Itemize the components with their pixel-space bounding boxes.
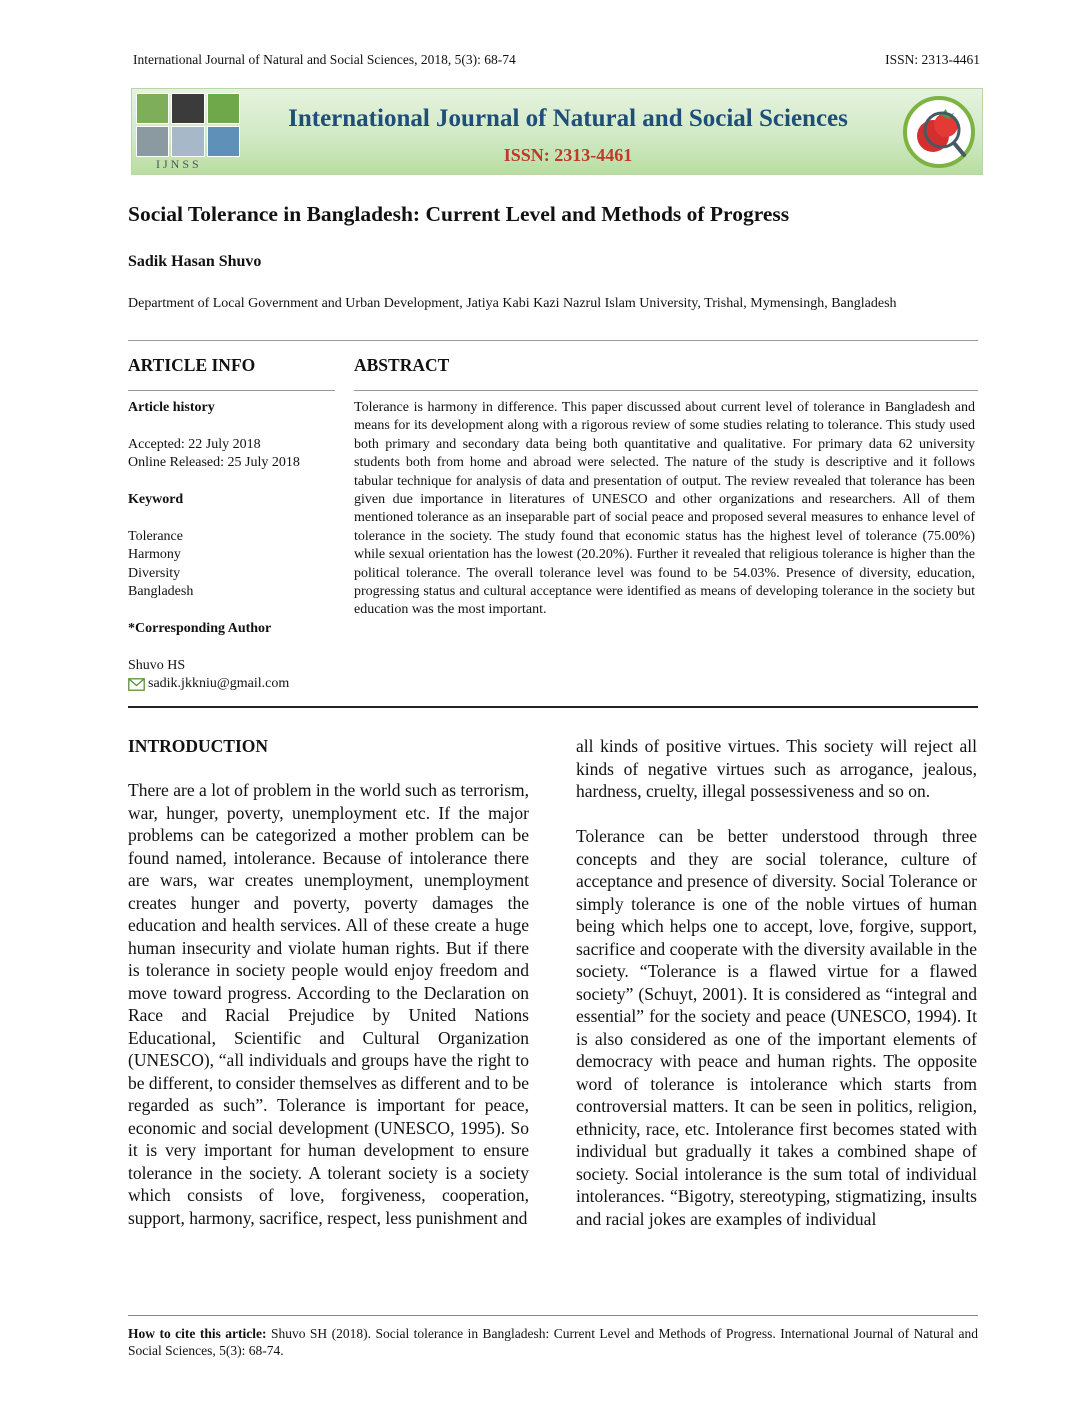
keyword-label: Keyword: [128, 492, 184, 507]
running-head-journal: International Journal of Natural and Social Sciences, 2018, 5(3): 68-74: [133, 52, 516, 67]
divider: [128, 340, 978, 341]
citation-label: How to cite this article:: [128, 1326, 267, 1341]
paper-title: Social Tolerance in Bangladesh: Current Level and Methods of Progress: [128, 202, 790, 226]
banner-journal-name: International Journal of Natural and Social Sciences: [288, 105, 848, 132]
keyword-item: Harmony: [128, 547, 181, 563]
keyword-item: Tolerance: [128, 528, 183, 544]
keyword-item: Diversity: [128, 565, 181, 581]
abstract-text: Tolerance is harmony in difference. This paper discussed about current level of tolerance in Bangladesh and means for its development along with a rigorous review of some studies relating to tolerance. This study used both primary and secondary data being both quantitative and qualitative. For primary data 62 university students both from home and abroad were selected. The nature of the study is descriptive and it follows tabular technique for analysis of data and presentation of output. The review revealed that tolerance has been given due importance in literatures of UNESCO and other organizations and researchers. All of them mentioned tolerance as an inseparable part of social peace and proposed several measures to enhance level of tolerance in the society. The study found that economic status has the highest level of tolerance (75.00%) while sexual orientation has the lowest (20.20%). Further it revealed that religious tolerance is higher than the political tolerance. The overall tolerance level was found to be 54.03%. Presence of diversity, education, progressing status and cultural acceptance were identified as means of developing tolerance in the society but education was the most important.: [354, 400, 975, 618]
introduction-heading: INTRODUCTION: [128, 736, 269, 756]
banner-abbrev: IJNSS: [156, 157, 202, 171]
running-head: [133, 52, 980, 68]
released-date: Online Released: 25 July 2018: [128, 455, 300, 471]
banner-issn: ISSN: 2313-4461: [503, 145, 633, 165]
mail-icon: [128, 678, 145, 691]
email-address[interactable]: sadik.jkkniu@gmail.com: [148, 676, 290, 692]
divider: [354, 390, 978, 391]
journal-banner: [131, 88, 983, 175]
running-head-issn: ISSN: 2313-4461: [885, 52, 980, 67]
accepted-date: Accepted: 22 July 2018: [128, 436, 261, 452]
body-paragraph: There are a lot of problem in the world such as terrorism, war, hunger, poverty, unemployment etc. If the major problems can be categorized a mother problem can be found named, intolerance. Because of intolerance there are wars, war creates unemployment, unemployment creates hunger and poverty, poverty damages the education and health services. All of these create a huge human insecurity and violate human rights. But if there is tolerance in society people would enjoy freedom and move toward progress. According to the Declaration on Race and Racial Prejudice by United Nations Educational, Scientific and Cultural Organization (UNESCO), “all individuals and groups have the right to be different, to consider themselves as different and to be regarded as such”. Tolerance is important for peace, economic and social development (UNESCO, 1995). So it is very important for human development to ensure tolerance in the society. A tolerant society is a society which consists of love, forgiveness, cooperation, support, harmony, sacrifice, respect, less punishment and: [128, 780, 529, 1228]
author-name: Sadik Hasan Shuvo: [128, 253, 262, 270]
citation: [128, 1325, 978, 1359]
banner-thumbnails: [136, 93, 240, 157]
citation-text: Shuvo SH (2018). Social tolerance in Bangladesh: Current Level and Methods of Progress. International Journal of Natural and Social Sciences, 5(3): 68-74.: [128, 1326, 978, 1358]
corresponding-author-name: Shuvo HS: [128, 657, 186, 673]
body-paragraph: Tolerance can be better understood through three concepts and they are social tolerance, culture of acceptance and presence of diversity. Social Tolerance or simply tolerance is one of the noble virtues of human being which helps one to accept, love, forgive, support, sacrifice and cooperate with the diversity available in the society. “Tolerance is a flawed virtue for a flawed society” (Schuyt, 2001). It is considered as “integral and essential” for the society and peace (UNESCO, 1994). It is also considered as one of the important elements of democracy with peace and human rights. The opposite word of tolerance is intolerance which starts from controversial matters. It can be seen in politics, religion, ethnicity, race, etc. Intolerance first becomes stated with individual but gradually it takes a combined shape of society. Social intolerance is the sum total of individual intolerances. “Bigotry, stereotyping, stigmatizing, insults and racial jokes are examples of individual: [576, 826, 977, 1229]
keyword-item: Bangladesh: [128, 584, 194, 600]
intro-right-column: [576, 735, 977, 1253]
author-affiliation: Department of Local Government and Urban Development, Jatiya Kabi Kazi Nazrul Islam University, Trishal, Mymensingh, Bangladesh: [128, 296, 897, 311]
divider: [128, 390, 335, 391]
corresponding-author-label: *Corresponding Author: [128, 620, 272, 636]
footer-divider: [128, 1315, 978, 1316]
article-info-heading: ARTICLE INFO: [128, 355, 256, 375]
abstract-heading: ABSTRACT: [354, 355, 450, 375]
tomato-magnifier-logo-icon: [902, 95, 976, 169]
body-paragraph: all kinds of positive virtues. This society will reject all kinds of negative virtues such as arrogance, jealous, hardness, cruelty, illegal possessiveness and so on.: [576, 736, 977, 801]
article-history-label: Article history: [128, 400, 215, 415]
author-email[interactable]: [128, 675, 338, 693]
intro-left-column: [128, 779, 529, 1252]
section-divider: [128, 706, 978, 708]
article-info: [128, 399, 338, 693]
